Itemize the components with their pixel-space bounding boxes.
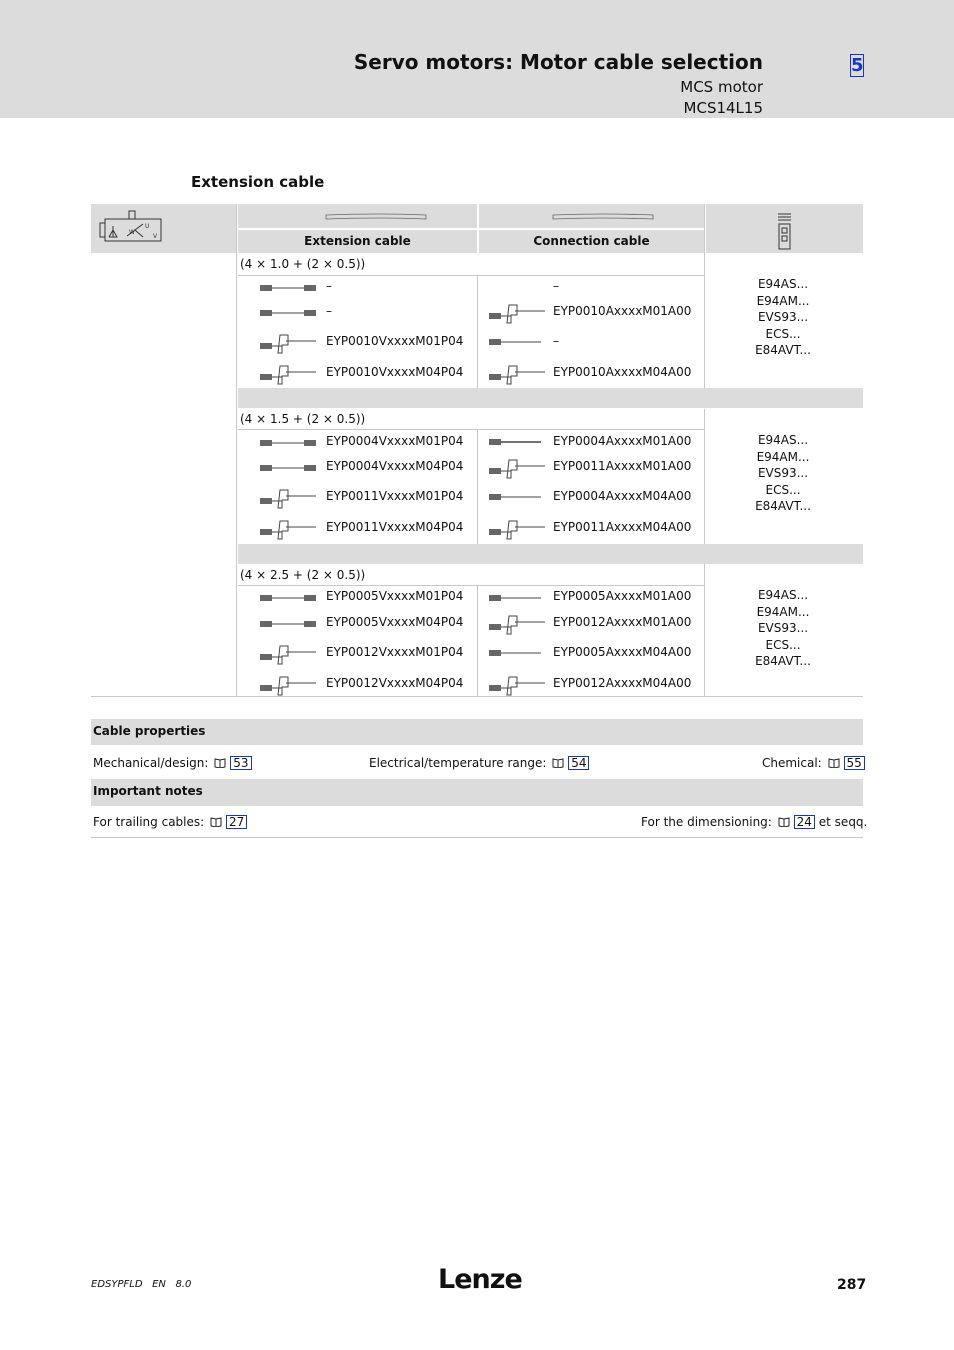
- book-icon: [210, 817, 222, 827]
- group-separator: [238, 388, 863, 408]
- book-icon: [778, 817, 790, 827]
- extension-cable-header: Extension cable: [238, 230, 477, 253]
- grid-line: [238, 429, 704, 430]
- extension-part-number: EYP0010VxxxxM01P04: [326, 334, 464, 348]
- motor-header-cell: [91, 204, 236, 253]
- controller-item: ECS...: [765, 482, 801, 497]
- extension-part-number: EYP0012VxxxxM04P04: [326, 676, 464, 690]
- electrical-label: Electrical/temperature range:: [369, 756, 547, 770]
- angled-connector-cable-icon: [260, 673, 316, 695]
- angled-connector-cable-icon: [260, 362, 316, 384]
- book-icon: [214, 758, 226, 768]
- angled-connector-cable-icon: [489, 612, 545, 634]
- page-link-55[interactable]: 55: [844, 756, 865, 770]
- controller-item: E94AS...: [757, 588, 809, 602]
- page-title: Servo motors: Motor cable selection: [353, 50, 763, 74]
- extension-part-number: EYP0004VxxxxM04P04: [326, 459, 464, 473]
- open-end-cable-icon: [489, 648, 545, 658]
- open-end-cable-icon: [489, 593, 545, 603]
- connection-part-number: EYP0004AxxxxM04A00: [553, 489, 692, 503]
- controller-list: [738, 587, 828, 670]
- controller-item: ECS...: [765, 637, 801, 652]
- extension-cable-icon-cell: [238, 204, 477, 228]
- angled-connector-cable-icon: [489, 301, 545, 323]
- straight-connector-cable-icon: [260, 462, 316, 474]
- extension-part-number: EYP0011VxxxxM01P04: [326, 489, 464, 503]
- motor-icon: [99, 210, 157, 244]
- connection-part-number: EYP0011AxxxxM04A00: [553, 520, 692, 534]
- svg-text:W: W: [129, 229, 135, 236]
- controller-item: E84AVT...: [755, 343, 811, 357]
- grid-line: [704, 204, 705, 388]
- controller-item: ECS...: [765, 326, 801, 341]
- group-separator: [238, 544, 863, 564]
- angled-connector-cable-icon: [260, 331, 316, 353]
- connection-part-number: EYP0005AxxxxM01A00: [553, 589, 692, 603]
- chemical-label: Chemical:: [762, 756, 822, 770]
- straight-connector-cable-icon: [260, 307, 316, 319]
- page-link-24[interactable]: 24: [794, 815, 815, 829]
- book-icon: [552, 758, 564, 768]
- connection-part-number: EYP0010AxxxxM04A00: [553, 365, 692, 379]
- electrical-reference: [369, 756, 589, 770]
- controller-item: EVS93...: [757, 310, 809, 324]
- controller-item: E94AM...: [756, 449, 810, 464]
- connection-cable-header: Connection cable: [479, 230, 704, 253]
- grid-line: [236, 204, 237, 697]
- doc-id: EDSYPFLD: [91, 1279, 143, 1290]
- cross-section-label: (4 × 1.0 + (2 × 0.5)): [240, 257, 366, 271]
- document-id: [91, 1279, 191, 1290]
- controller-item: E94AM...: [756, 604, 810, 619]
- cable-properties-heading-bar: [91, 719, 863, 745]
- section-heading: Extension cable: [191, 173, 325, 191]
- dimensioning-reference: [641, 815, 867, 829]
- controller-item: E84AVT...: [755, 654, 811, 668]
- trailing-cables-reference: [93, 815, 247, 829]
- straight-connector-cable-icon: [260, 618, 316, 630]
- controller-item: E94AS...: [757, 277, 809, 291]
- controller-icon: [777, 212, 793, 250]
- section-divider: [91, 837, 863, 838]
- controller-list: [738, 276, 828, 359]
- angled-connector-cable-icon: [260, 486, 316, 508]
- grid-line: [238, 275, 704, 276]
- mechanical-label: Mechanical/design:: [93, 756, 209, 770]
- connection-part-number: EYP0012AxxxxM01A00: [553, 615, 692, 629]
- page-subtitle-model: MCS14L15: [683, 99, 763, 117]
- angled-connector-cable-icon: [489, 456, 545, 478]
- controller-item: E94AS...: [757, 433, 809, 447]
- page-link-54[interactable]: 54: [568, 756, 589, 770]
- controller-item: EVS93...: [757, 621, 809, 635]
- connection-part-number: –: [553, 279, 559, 293]
- mechanical-reference: [93, 756, 252, 770]
- svg-text:U: U: [145, 223, 150, 230]
- open-end-cable-icon: [489, 492, 545, 502]
- connection-part-number: EYP0011AxxxxM01A00: [553, 459, 692, 473]
- connection-part-number: EYP0012AxxxxM04A00: [553, 676, 692, 690]
- extension-part-number: –: [326, 304, 332, 318]
- page-link-27[interactable]: 27: [226, 815, 247, 829]
- page-subtitle-motor: MCS motor: [680, 78, 763, 96]
- connection-cable-icon-cell: [479, 204, 704, 228]
- angled-connector-cable-icon: [489, 362, 545, 384]
- extension-part-number: EYP0005VxxxxM04P04: [326, 615, 464, 629]
- cross-section-label: (4 × 1.5 + (2 × 0.5)): [240, 412, 366, 426]
- book-icon: [828, 758, 840, 768]
- open-end-cable-icon: [489, 337, 545, 347]
- page-link-53[interactable]: 53: [230, 756, 251, 770]
- connection-part-number: EYP0010AxxxxM01A00: [553, 304, 692, 318]
- straight-connector-cable-icon: [260, 592, 316, 604]
- controller-list: [738, 432, 828, 515]
- cable-properties-heading: Cable properties: [93, 724, 206, 738]
- controller-header-cell: [706, 204, 863, 253]
- angled-connector-cable-icon: [489, 673, 545, 695]
- angled-connector-cable-icon: [260, 642, 316, 664]
- trailing-cables-label: For trailing cables:: [93, 815, 205, 829]
- grid-line: [704, 409, 705, 544]
- grid-line: [704, 564, 705, 697]
- straight-connector-cable-icon: [260, 282, 316, 294]
- chapter-number[interactable]: 5: [851, 55, 864, 76]
- extension-part-number: EYP0011VxxxxM04P04: [326, 520, 464, 534]
- straight-connector-cable-icon: [260, 437, 316, 449]
- connection-part-number: –: [553, 334, 559, 348]
- page-number: 287: [837, 1277, 867, 1293]
- extension-part-number: EYP0004VxxxxM01P04: [326, 434, 464, 448]
- extension-part-number: EYP0005VxxxxM01P04: [326, 589, 464, 603]
- angled-connector-cable-icon: [489, 517, 545, 539]
- connection-part-number: EYP0005AxxxxM04A00: [553, 645, 692, 659]
- important-notes-heading-bar: [91, 779, 863, 806]
- dimensioning-label: For the dimensioning:: [641, 815, 772, 829]
- cable-icon: [326, 214, 426, 220]
- extension-part-number: EYP0010VxxxxM04P04: [326, 365, 464, 379]
- cross-section-label: (4 × 2.5 + (2 × 0.5)): [240, 568, 366, 582]
- doc-version: 8.0: [175, 1279, 192, 1290]
- extension-part-number: –: [326, 279, 332, 293]
- grid-line: [238, 585, 704, 586]
- lenze-logo: Lenze: [438, 1264, 522, 1295]
- cable-icon: [553, 214, 653, 220]
- angled-connector-cable-icon: [260, 517, 316, 539]
- grid-line: [91, 696, 863, 697]
- controller-item: EVS93...: [757, 466, 809, 480]
- extension-part-number: EYP0012VxxxxM01P04: [326, 645, 464, 659]
- chemical-reference: [762, 756, 865, 770]
- doc-language: EN: [152, 1279, 166, 1290]
- connection-part-number: EYP0004AxxxxM01A00: [553, 434, 692, 448]
- svg-text:V: V: [153, 233, 158, 240]
- open-end-cable-icon: [489, 437, 545, 447]
- dimensioning-suffix: et seqq.: [818, 815, 868, 829]
- controller-item: E84AVT...: [755, 499, 811, 513]
- grid-line: [477, 586, 478, 697]
- grid-line: [477, 430, 478, 544]
- controller-item: E94AM...: [756, 293, 810, 308]
- grid-line: [477, 276, 478, 388]
- important-notes-heading: Important notes: [93, 784, 203, 798]
